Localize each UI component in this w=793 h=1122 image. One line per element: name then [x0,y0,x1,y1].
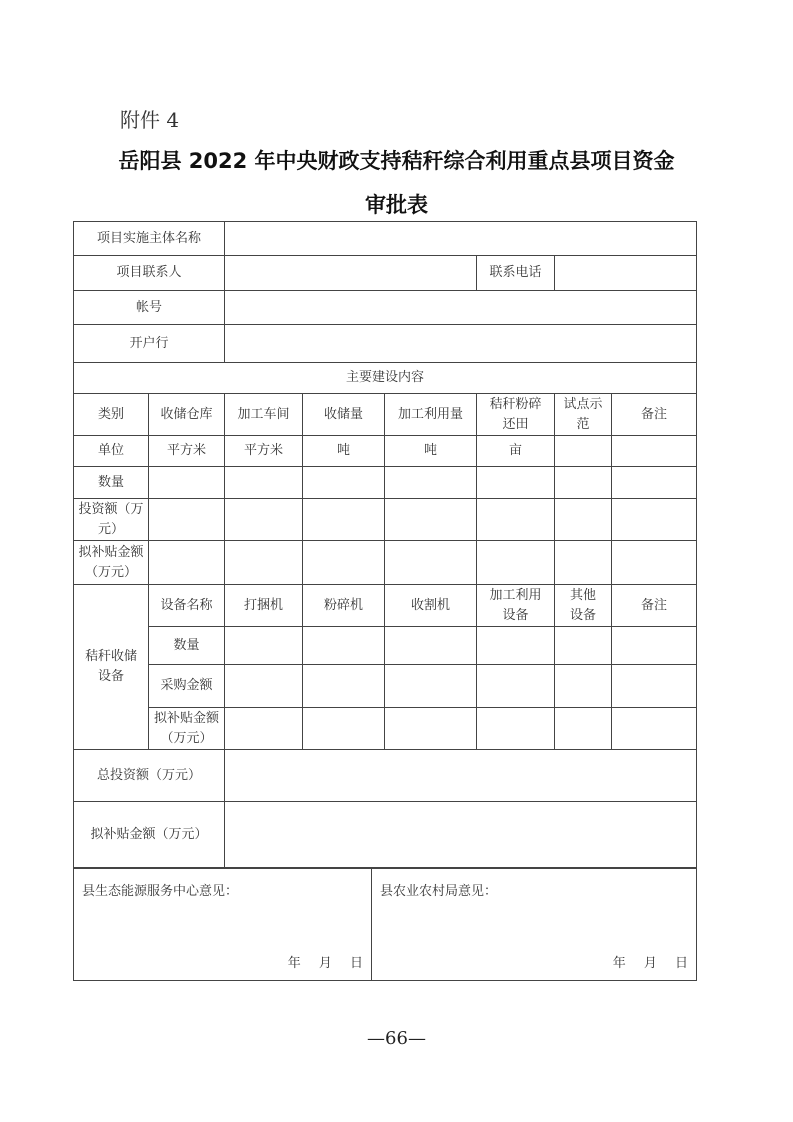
equipment-header: 加工利用设备 [477,585,555,627]
input-cell[interactable] [555,467,612,499]
bank-field[interactable] [225,325,697,363]
construction-header: 秸秆粉碎还田 [477,394,555,436]
total-subsidy-row [74,802,697,869]
input-cell[interactable] [477,627,555,665]
account-label: 帐号 [74,291,225,325]
equipment-purchase-row [74,665,697,708]
input-cell[interactable] [303,665,385,708]
total-investment-label: 总投资额（万元） [74,750,225,802]
bank-label: 开户行 [74,325,225,363]
equipment-group-label: 秸秆收储设备 [74,585,149,750]
input-cell[interactable] [477,541,555,585]
construction-quantity-row [74,467,697,499]
row-label: 数量 [74,467,149,499]
opinion-left-date: 年 月 日 [287,956,363,971]
units-row [74,436,697,467]
phone-field[interactable] [555,256,697,291]
input-cell[interactable] [385,467,477,499]
input-cell[interactable] [303,708,385,750]
main-content-row [74,363,697,394]
opinion-left-cell[interactable] [74,868,372,981]
unit-cell [612,436,697,467]
row-label: 采购金额 [149,665,225,708]
row-label: 投资额（万元） [74,499,149,541]
equipment-header: 收割机 [385,585,477,627]
document-title: 岳阳县 2022 年中央财政支持秸秆综合利用重点县项目资金 [118,149,675,173]
implementer-label: 项目实施主体名称 [74,222,225,256]
input-cell[interactable] [477,708,555,750]
implementer-field[interactable] [225,222,697,256]
bank-row [74,325,697,363]
input-cell[interactable] [612,627,697,665]
input-cell[interactable] [385,627,477,665]
input-cell[interactable] [612,708,697,750]
contact-field[interactable] [225,256,477,291]
unit-cell: 平方米 [149,436,225,467]
construction-subsidy-row [74,541,697,585]
input-cell[interactable] [303,467,385,499]
input-cell[interactable] [612,665,697,708]
construction-header: 收储仓库 [149,394,225,436]
row-label: 拟补贴金额（万元） [74,541,149,585]
construction-investment-row [74,499,697,541]
input-cell[interactable] [225,665,303,708]
construction-header: 收储量 [303,394,385,436]
equipment-quantity-row [74,627,697,665]
input-cell[interactable] [149,467,225,499]
contact-label: 项目联系人 [74,256,225,291]
input-cell[interactable] [303,541,385,585]
construction-header: 备注 [612,394,697,436]
input-cell[interactable] [385,499,477,541]
input-cell[interactable] [477,665,555,708]
total-investment-field[interactable] [225,750,697,802]
phone-label: 联系电话 [477,256,555,291]
equipment-subsidy-row [74,708,697,750]
input-cell[interactable] [555,708,612,750]
approval-form-table [73,221,697,869]
opinion-right-date: 年 月 日 [612,956,688,971]
input-cell[interactable] [149,499,225,541]
input-cell[interactable] [555,665,612,708]
input-cell[interactable] [555,541,612,585]
input-cell[interactable] [477,467,555,499]
input-cell[interactable] [477,499,555,541]
input-cell[interactable] [555,627,612,665]
row-label: 数量 [149,627,225,665]
input-cell[interactable] [303,499,385,541]
unit-cell: 单位 [74,436,149,467]
unit-cell: 吨 [303,436,385,467]
construction-header: 加工车间 [225,394,303,436]
equipment-header: 打捆机 [225,585,303,627]
account-field[interactable] [225,291,697,325]
input-cell[interactable] [612,467,697,499]
total-subsidy-field[interactable] [225,802,697,869]
implementer-row [74,222,697,256]
document-subtitle: 审批表 [365,193,428,217]
equipment-header: 设备名称 [149,585,225,627]
opinion-left-label: 县生态能源服务中心意见： [82,884,239,899]
unit-cell [555,436,612,467]
unit-cell: 亩 [477,436,555,467]
equipment-header: 备注 [612,585,697,627]
input-cell[interactable] [555,499,612,541]
unit-cell: 吨 [385,436,477,467]
opinion-right-cell[interactable] [372,868,697,981]
input-cell[interactable] [225,541,303,585]
total-subsidy-label: 拟补贴金额（万元） [74,802,225,869]
input-cell[interactable] [225,708,303,750]
row-label: 拟补贴金额（万元） [149,708,225,750]
main-content-heading: 主要建设内容 [74,363,697,394]
equipment-header: 粉碎机 [303,585,385,627]
opinion-table [73,867,697,981]
construction-header-row [74,394,697,436]
input-cell[interactable] [149,541,225,585]
input-cell[interactable] [303,627,385,665]
input-cell[interactable] [225,627,303,665]
equipment-header-row [74,585,697,627]
input-cell[interactable] [385,541,477,585]
input-cell[interactable] [385,665,477,708]
input-cell[interactable] [385,708,477,750]
input-cell[interactable] [612,499,697,541]
unit-cell: 平方米 [225,436,303,467]
account-row [74,291,697,325]
input-cell[interactable] [612,541,697,585]
input-cell[interactable] [225,467,303,499]
construction-header: 加工利用量 [385,394,477,436]
attachment-label: 附件 4 [120,108,180,132]
construction-header: 试点示范 [555,394,612,436]
opinion-right-label: 县农业农村局意见： [380,884,498,899]
total-investment-row [74,750,697,802]
page-number: —66— [367,1028,426,1049]
contact-row [74,256,697,291]
equipment-header: 其他设备 [555,585,612,627]
construction-header: 类别 [74,394,149,436]
input-cell[interactable] [225,499,303,541]
